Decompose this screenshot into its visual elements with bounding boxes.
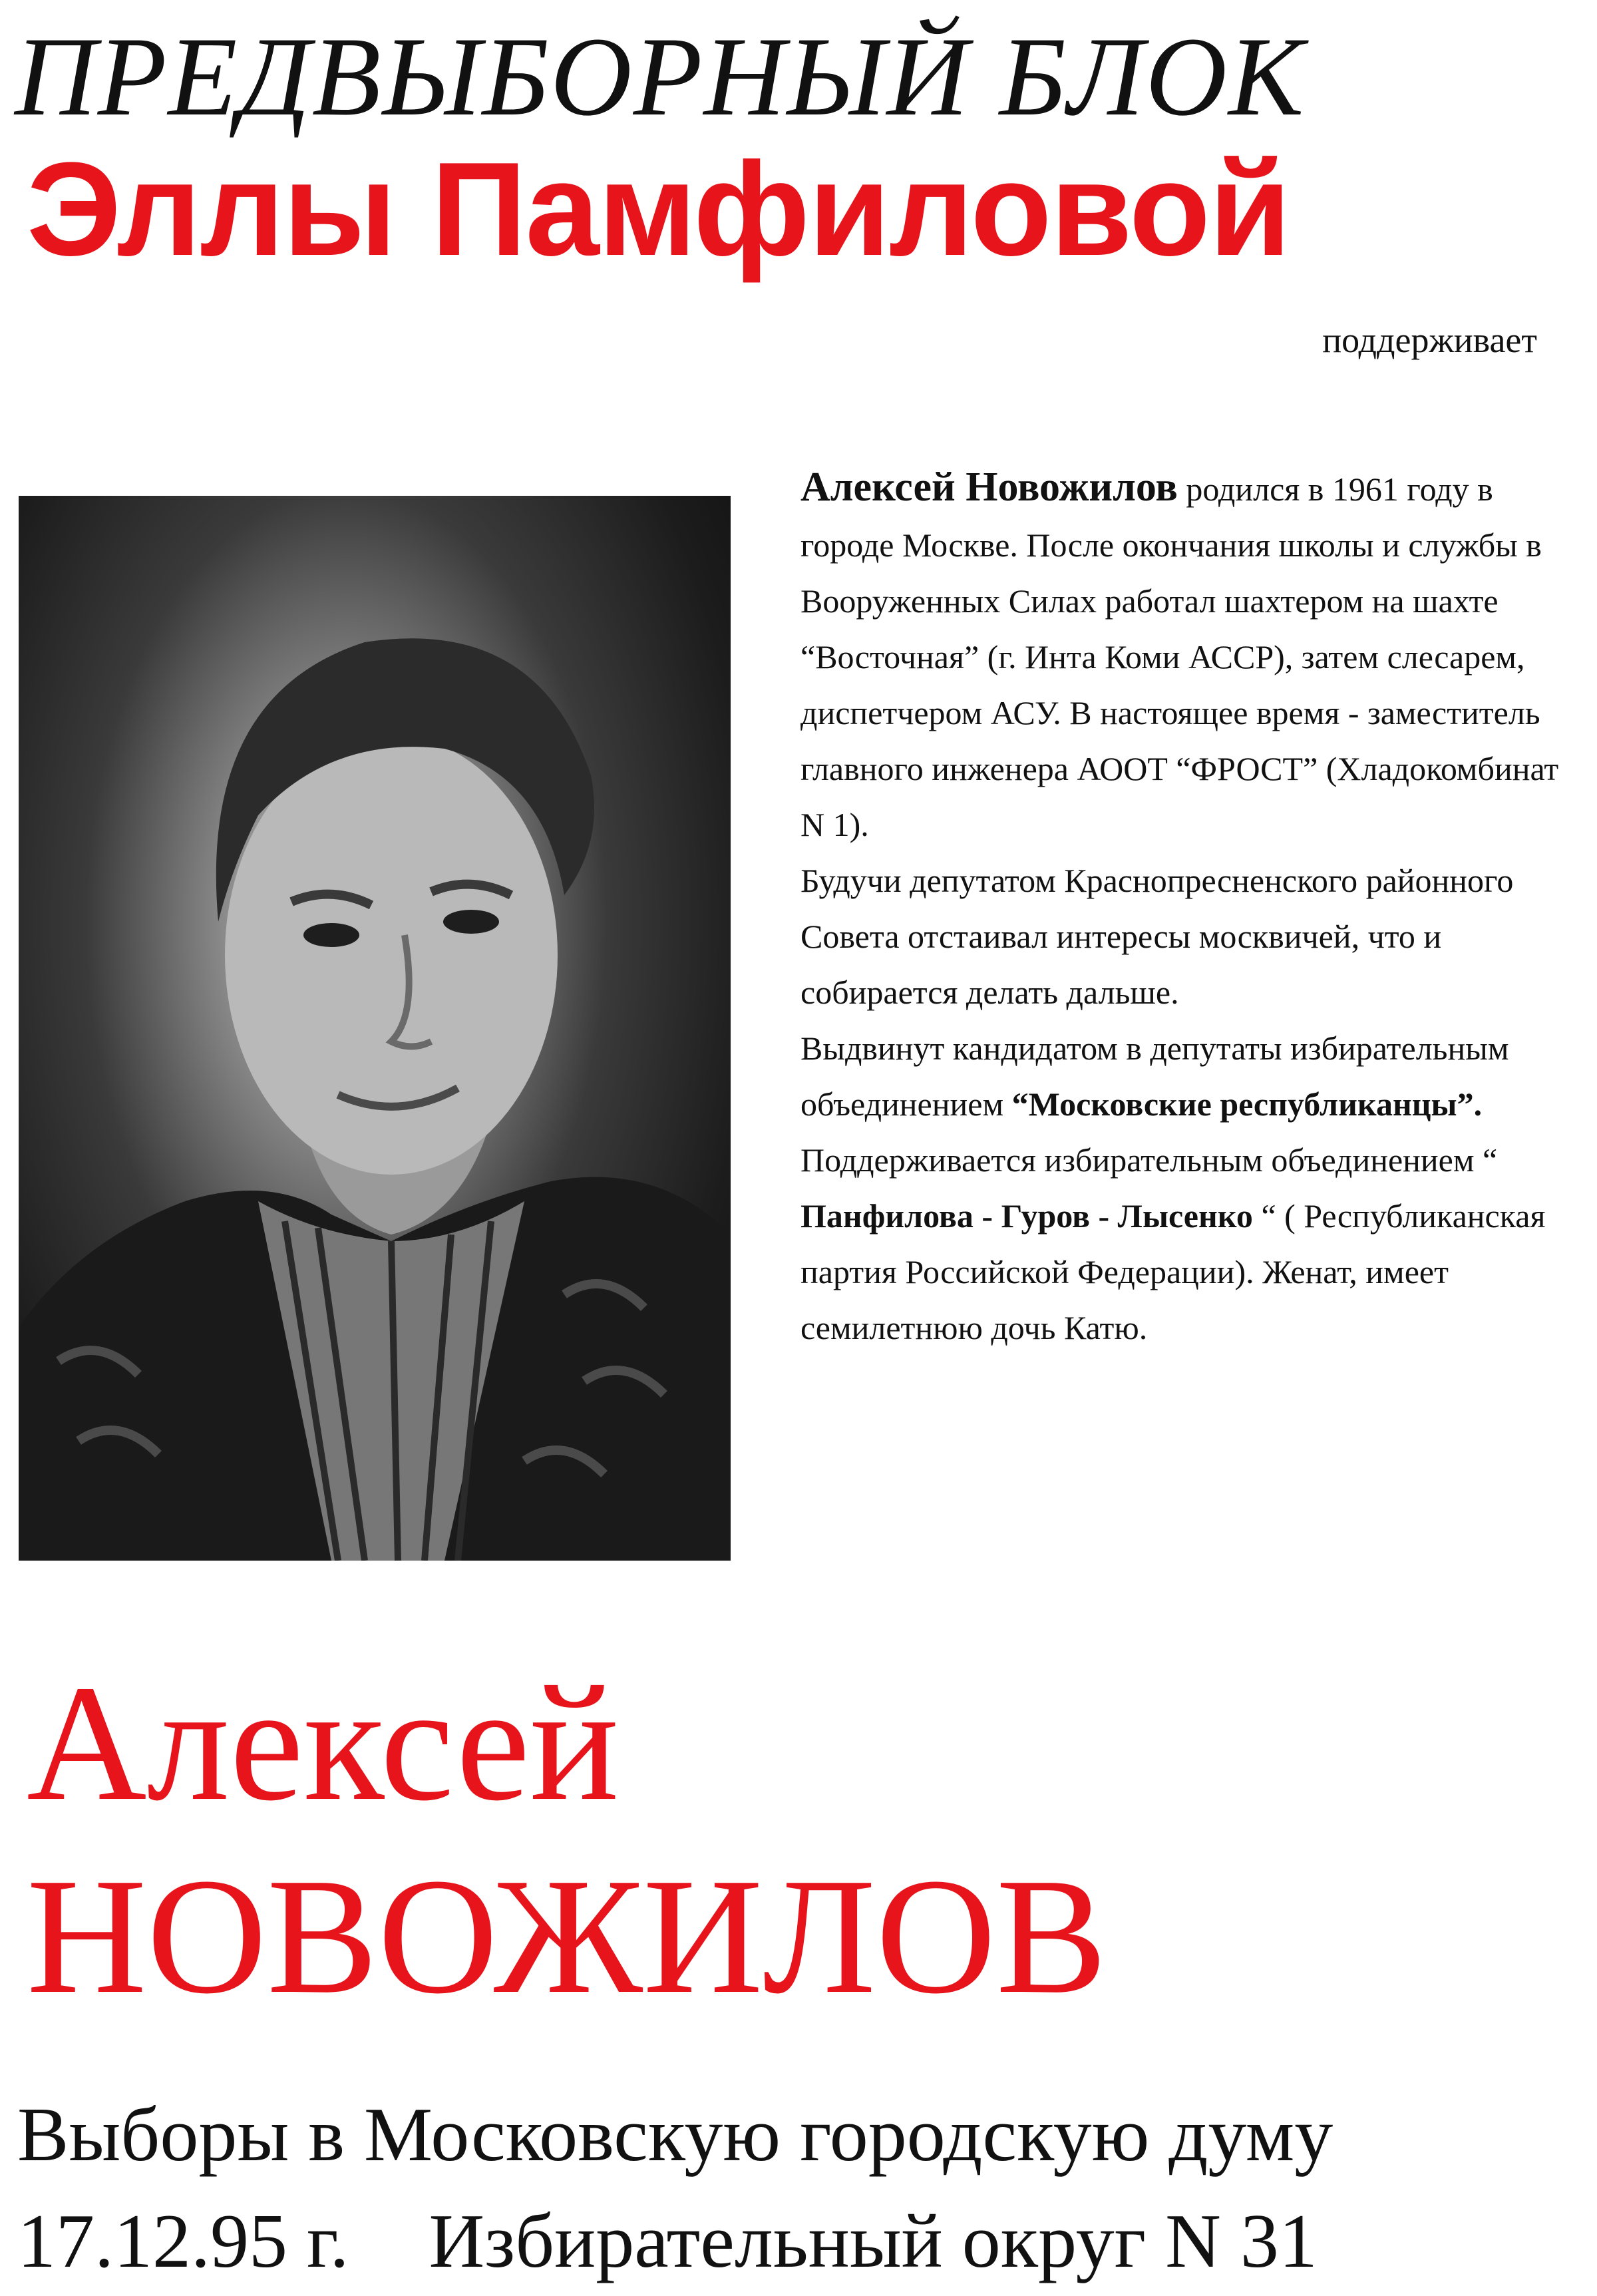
bio-paragraph-4-text-b: “ ( Республиканская партия Российской Федерации). Женат, имеет семилетнюю дочь Катю. <box>800 1197 1546 1346</box>
bio-candidate-name: Алексей Новожилов <box>800 465 1178 510</box>
bio-paragraph-1-text: родился в 1961 году в городе Москве. После окончания школы и службы в Вооруженных Силах работал шахтером на шахте “Восточная” (г. Инта Коми АССР), затем слесарем, диспетчером АСУ. В настоящее время - заместитель главного инженера АООТ “ФРОСТ” (Хладокомбинат N 1). <box>800 471 1559 843</box>
supporting-association: Панфилова - Гуров - Лысенко <box>800 1197 1253 1235</box>
bio-paragraph-4 <box>800 1132 1572 1356</box>
bio-paragraph-1 <box>800 459 1572 853</box>
bio-paragraph-2: Будучи депутатом Краснопресненского районного Совета отстаивал интересы москвичей, что и собирается делать дальше. <box>800 862 1514 1011</box>
portrait-illustration <box>19 496 731 1561</box>
electoral-district: Избирательный округ N 31 <box>429 2199 1318 2284</box>
election-details <box>17 2199 1318 2284</box>
election-title: Выборы в Московскую городскую думу <box>17 2092 1333 2178</box>
election-date: 17.12.95 г. <box>17 2199 349 2284</box>
bio-paragraph-4-text-a: Поддерживается избирательным объединением “ <box>800 1141 1498 1179</box>
bio-paragraph-3 <box>800 1020 1572 1132</box>
candidate-portrait-photo <box>19 496 731 1561</box>
header-bloc-title: ПРЕДВЫБОРНЫЙ БЛОК <box>15 14 1305 139</box>
candidate-biography <box>800 459 1572 1356</box>
candidate-first-name: Алексей <box>27 1651 620 1835</box>
supports-label: поддерживает <box>1322 320 1537 360</box>
candidate-last-name: НОВОЖИЛОВ <box>27 1844 1107 2028</box>
nominating-association: “Московские республиканцы”. <box>1011 1085 1483 1123</box>
bio-paragraph-3-text: Выдвинут кандидатом в депутаты избирательным объединением <box>800 1030 1509 1123</box>
header-leader-name: Эллы Памфиловой <box>27 135 1290 284</box>
